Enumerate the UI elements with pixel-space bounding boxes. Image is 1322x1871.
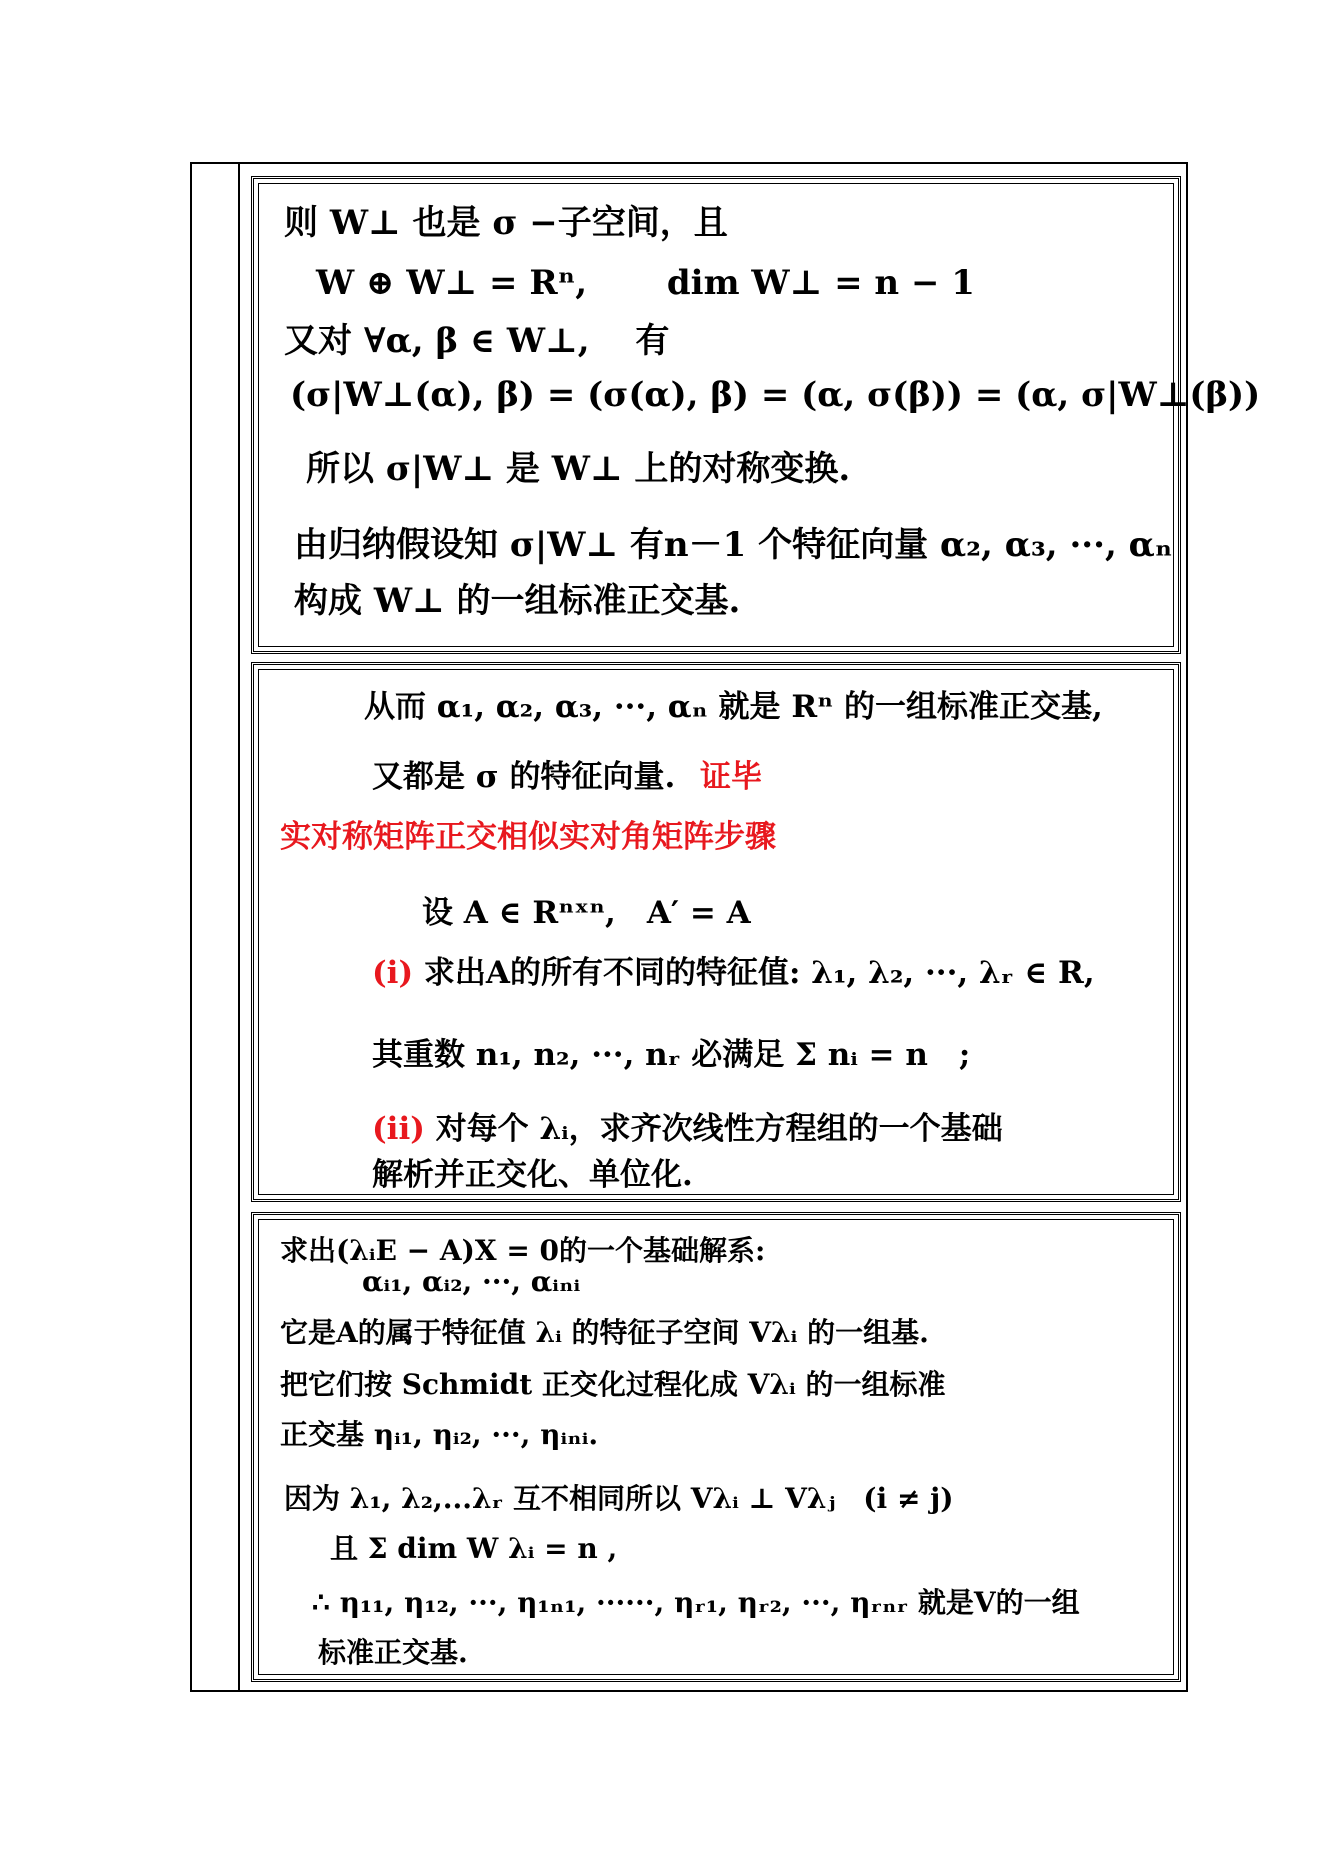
box1-line-2: W ⊕ W⊥ = Rⁿ, dim W⊥ = n − 1 [316, 263, 975, 303]
box3-line-6: 因为 λ₁, λ₂,...λᵣ 互不相同所以 Vλᵢ ⊥ Vλⱼ (i ≠ j) [284, 1482, 954, 1515]
box3-line-4: 把它们按 Schmidt 正交化过程化成 Vλᵢ 的一组标准 [280, 1368, 946, 1401]
box3-line-7: 且 Σ dim W λᵢ = n , [330, 1532, 618, 1565]
box3-line-1: 求出(λᵢE − A)X = 0的一个基础解系: [280, 1234, 766, 1267]
box2-line-4: 设 A ∈ Rⁿˣⁿ, A′ = A [422, 895, 751, 931]
box2-line-2-text: 又都是 σ 的特征向量. [372, 759, 676, 795]
table-column-divider [238, 164, 240, 1690]
box3-line-2: αᵢ₁, αᵢ₂, ···, αᵢₙᵢ [362, 1265, 581, 1298]
step-ii-text: 对每个 λᵢ，求齐次线性方程组的一个基础 [435, 1111, 1003, 1147]
box3-line-3: 它是A的属于特征值 λᵢ 的特征子空间 Vλᵢ 的一组基. [280, 1316, 929, 1349]
step-i-text: 求出A的所有不同的特征值: λ₁, λ₂, ···, λᵣ ∈ R, [423, 955, 1095, 991]
box2-line-1: 从而 α₁, α₂, α₃, ···, αₙ 就是 Rⁿ 的一组标准正交基, [364, 689, 1103, 725]
box3-line-9: 标准正交基. [318, 1636, 468, 1669]
box1-line-4: (σ|W⊥(α), β) = (σ(α), β) = (α, σ(β)) = (α, σ|W⊥(β)) [290, 375, 1261, 415]
box3-line-5: 正交基 ηᵢ₁, ηᵢ₂, ···, ηᵢₙᵢ. [280, 1418, 599, 1451]
proof-box-3 [251, 1212, 1181, 1682]
box2-line-2 [372, 751, 762, 796]
box1-line-1: 则 W⊥ 也是 σ −子空间，且 [284, 203, 728, 243]
step-i [372, 947, 1095, 992]
qed-label: 证毕 [700, 759, 763, 795]
box1-line-3: 又对 ∀α, β ∈ W⊥, 有 [284, 321, 670, 361]
box1-line-6: 由归纳假设知 σ|W⊥ 有n－1 个特征向量 α₂, α₃, ···, αₙ [294, 525, 1173, 565]
step-ii [372, 1103, 1003, 1148]
proof-box-1 [251, 176, 1261, 654]
step-i-label: (i) [372, 955, 414, 991]
box1-line-5: 所以 σ|W⊥ 是 W⊥ 上的对称变换. [306, 449, 851, 489]
step-ii-label: (ii) [372, 1111, 425, 1147]
box1-line-7: 构成 W⊥ 的一组标准正交基. [294, 581, 741, 621]
box2-line-8: 解析并正交化、单位化. [372, 1157, 693, 1193]
section-heading: 实对称矩阵正交相似实对角矩阵步骤 [280, 819, 776, 855]
box2-line-6: 其重数 n₁, n₂, ···, nᵣ 必满足 Σ nᵢ = n ; [372, 1037, 971, 1073]
box3-line-8: ∴ η₁₁, η₁₂, ···, η₁ₙ₁, ······, ηᵣ₁, ηᵣ₂, ···, ηᵣₙᵣ 就是V的一组 [312, 1586, 1080, 1619]
outer-table [190, 162, 1261, 1692]
proof-box-2 [251, 662, 1181, 1202]
